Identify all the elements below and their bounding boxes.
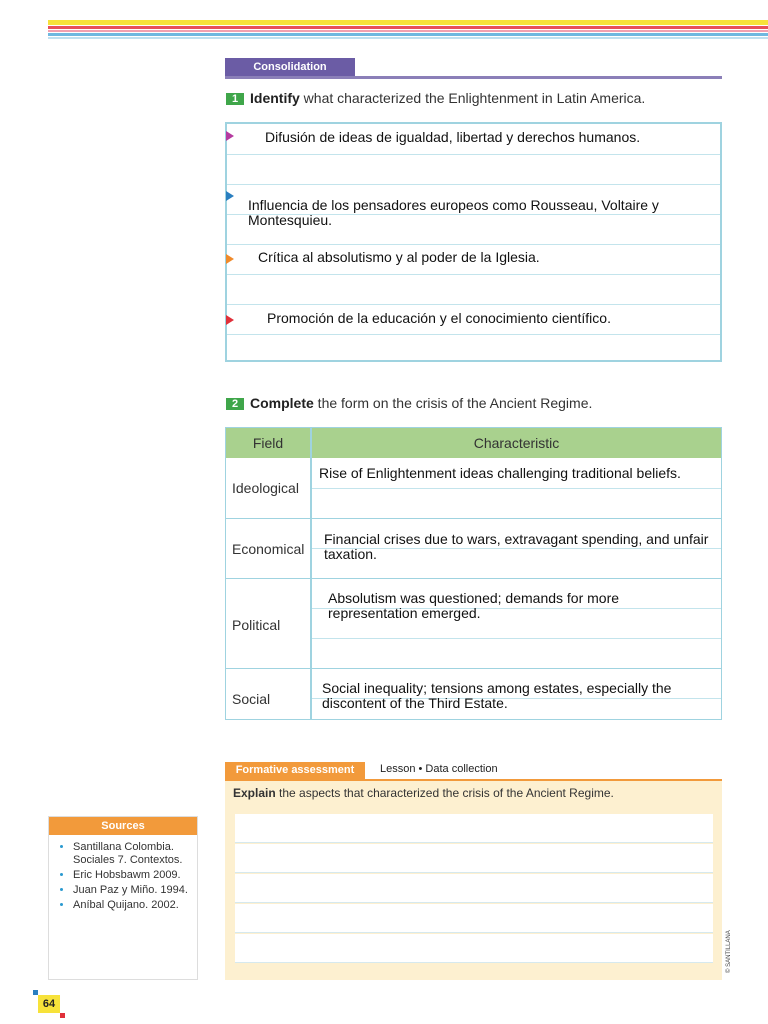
formative-instruction xyxy=(233,786,614,800)
sources-title: Sources xyxy=(49,817,197,835)
characteristic-text: Financial crises due to wars, extravagant spending, and unfair taxation. xyxy=(324,531,709,562)
sources-box xyxy=(48,816,198,980)
question-number-2: 2 xyxy=(226,398,244,410)
top-stripe-blue xyxy=(48,33,768,36)
question-1-verb: Identify xyxy=(250,90,300,106)
characteristic-text: Social inequality; tensions among estates, especially the discontent of the Third Estate. xyxy=(322,680,672,711)
formative-verb: Explain xyxy=(233,786,276,800)
top-stripe-yellow xyxy=(48,20,768,25)
source-item: • Santillana Colombia. Sociales 7. Contextos. xyxy=(73,841,197,867)
answer-line[interactable] xyxy=(312,488,721,489)
field-cell: Political xyxy=(226,578,312,668)
copyright-text: © SANTILLANA xyxy=(726,930,732,973)
question-number-1: 1 xyxy=(226,93,244,105)
source-item: • Eric Hobsbawm 2009. xyxy=(73,869,197,882)
answer-text: Promoción de la educación y el conocimiento científico. xyxy=(267,310,611,326)
source-item: • Juan Paz y Miño. 1994. xyxy=(73,884,197,897)
row-divider xyxy=(312,578,721,579)
question-1-text: what characterized the Enlightenment in Latin America. xyxy=(299,90,646,106)
bullet-arrow-icon xyxy=(226,254,234,264)
lesson-label: Lesson • Data collection xyxy=(380,763,498,775)
question-2-verb: Complete xyxy=(250,395,314,411)
formative-assessment-panel xyxy=(225,762,722,980)
answer-line[interactable] xyxy=(227,274,720,305)
formative-text: the aspects that characterized the crisis of the Ancient Regime. xyxy=(275,786,614,800)
characteristic-text: Rise of Enlightenment ideas challenging traditional beliefs. xyxy=(319,465,681,481)
row-divider xyxy=(312,518,721,519)
sources-list xyxy=(49,841,197,912)
formative-header xyxy=(225,762,722,781)
crisis-form-table xyxy=(225,427,722,720)
bullet-arrow-icon xyxy=(226,131,234,141)
field-cell: Social xyxy=(226,668,312,720)
answer-text: Difusión de ideas de igualdad, libertad y derechos humanos. xyxy=(265,129,641,145)
question-2 xyxy=(226,395,592,411)
column-header-characteristic: Characteristic xyxy=(312,428,721,458)
writing-line[interactable] xyxy=(235,814,713,843)
writing-line[interactable] xyxy=(235,844,713,873)
bullet-arrow-icon xyxy=(226,191,234,201)
writing-line[interactable] xyxy=(235,874,713,903)
field-cell: Ideological xyxy=(226,458,312,518)
characteristic-text: Absolutism was questioned; demands for more representation emerged. xyxy=(328,590,620,621)
section-header xyxy=(225,58,722,79)
answer-line[interactable] xyxy=(227,154,720,185)
answer-text: Crítica al absolutismo y al poder de la Iglesia. xyxy=(258,249,540,265)
page-number: 64 xyxy=(38,995,60,1013)
writing-line[interactable] xyxy=(235,934,713,963)
answer-text: Influencia de los pensadores europeos como Rousseau, Voltaire y Montesquieu. xyxy=(248,197,659,228)
top-stripe-red xyxy=(48,26,768,29)
answer-box-1[interactable] xyxy=(225,122,722,362)
bullet-arrow-icon xyxy=(226,315,234,325)
answer-line[interactable] xyxy=(312,638,721,639)
page-corner-mark-red xyxy=(60,1013,65,1018)
row-divider xyxy=(312,668,721,669)
question-1 xyxy=(226,90,645,106)
field-cell: Economical xyxy=(226,518,312,578)
column-header-field: Field xyxy=(226,428,312,458)
section-label: Consolidation xyxy=(225,58,355,76)
formative-tab: Formative assessment xyxy=(225,762,365,779)
top-stripe-lightblue xyxy=(48,37,768,39)
source-item: • Aníbal Quijano. 2002. xyxy=(73,899,197,912)
question-2-text: the form on the crisis of the Ancient Regime. xyxy=(313,395,593,411)
writing-line[interactable] xyxy=(235,904,713,933)
top-stripe-pink xyxy=(48,30,768,32)
